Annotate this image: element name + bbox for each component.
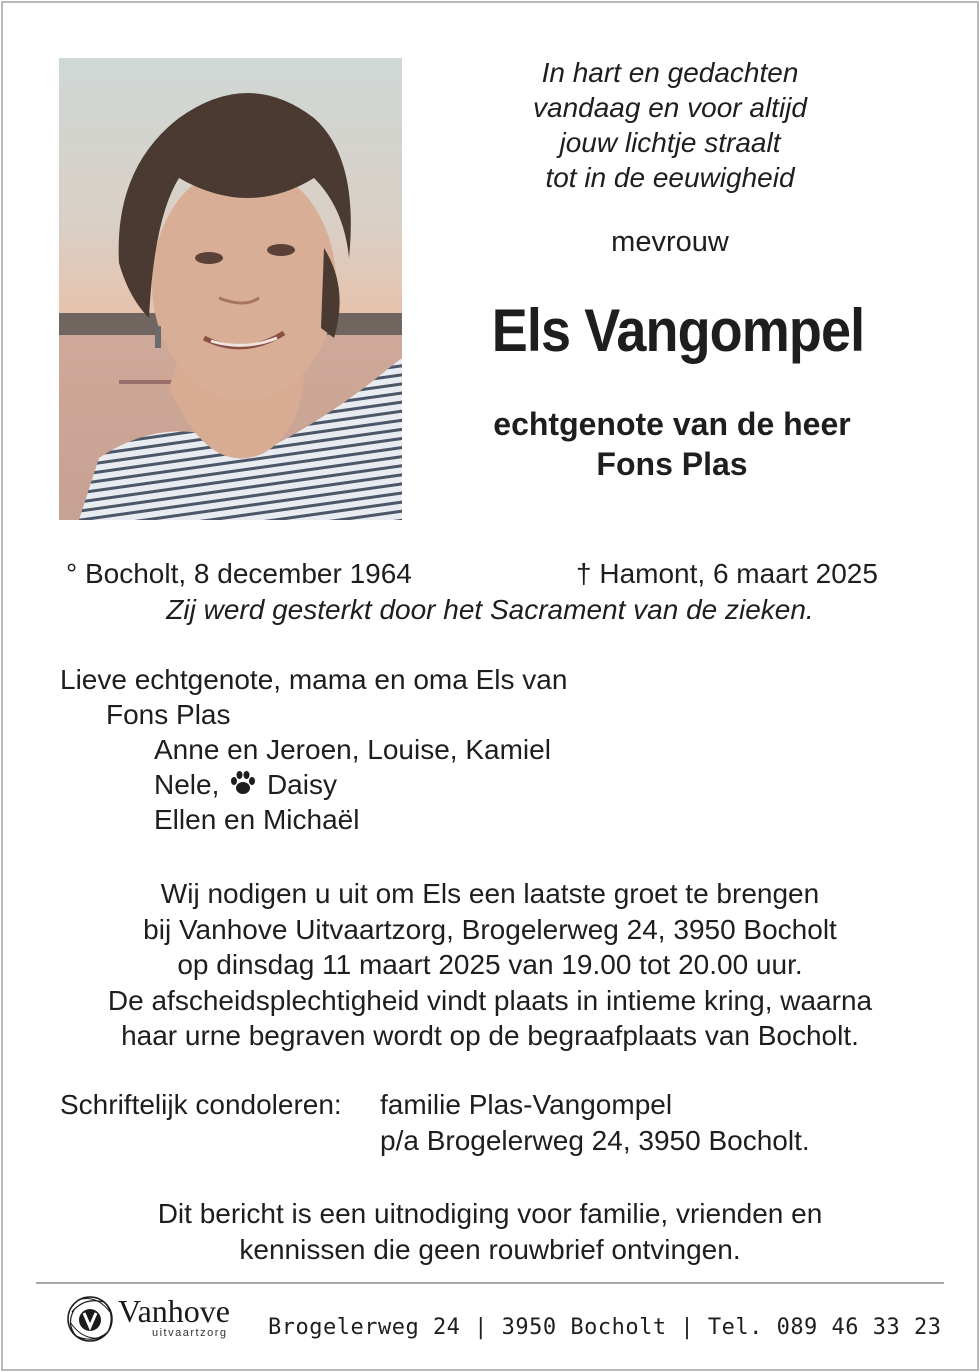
footer-contact: Brogelerweg 24 | 3950 Bocholt | Tel. 089 46 33 23 [268,1315,942,1340]
poem-line: vandaag en voor altijd [533,92,807,123]
notice-line: Dit bericht is een uitnodiging voor familie, vrienden en [157,1198,823,1229]
sacrament-note: Zij werd gesterkt door het Sacrament van de zieken. [166,594,814,625]
condolence-family: familie Plas-Vangompel [380,1089,673,1120]
family-child-2-name: Nele, [154,769,220,800]
family-intro: Lieve echtgenote, mama en oma Els van [60,664,568,695]
poem-line: jouw lichtje straalt [559,127,781,158]
memorial-poem [470,55,870,195]
birth-date: ° Bocholt, 8 december 1964 [66,558,412,589]
notice-line: kennissen die geen rouwbrief ontvingen. [239,1234,741,1265]
vanhove-logo [64,1292,264,1348]
family-child-1: Anne en Jeroen, Louise, Kamiel [154,734,551,765]
death-date: † Hamont, 6 maart 2025 [576,558,878,589]
invitation-notice [0,1196,980,1268]
family-husband: Fons Plas [106,699,231,730]
family-child-3: Ellen en Michaël [154,804,360,835]
poem-line: tot in de eeuwigheid [545,162,795,193]
family-pet-name: Daisy [266,769,337,800]
spouse-info [440,404,904,484]
invitation-line: Wij nodigen u uit om Els een laatste groet te brengen [160,878,820,909]
portrait-photo [59,58,402,520]
logo-emblem-icon [64,1292,118,1346]
spouse-line: echtgenote van de heer [493,406,851,442]
invitation-text [0,876,980,1054]
paw-icon [229,770,257,803]
invitation-line: bij Vanhove Uitvaartzorg, Brogelerweg 24, 3950 Bocholt [143,913,837,945]
spouse-name: Fons Plas [596,446,748,482]
logo-name: Vanhove [118,1293,230,1329]
logo-subtitle: uitvaartzorg [152,1327,228,1339]
salutation: mevrouw [611,226,729,258]
invitation-line: op dinsdag 11 maart 2025 van 19.00 tot 20.00 uur. [177,949,803,980]
invitation-line: haar urne begraven wordt op de begraafplaats van Bocholt. [121,1020,859,1051]
family-child-2 [154,769,337,803]
deceased-name: Els Vangompel [491,297,865,364]
condolence-label: Schriftelijk condoleren: [60,1089,342,1120]
footer-divider [36,1282,944,1284]
poem-line: In hart en gedachten [541,57,799,88]
condolence-address: p/a Brogelerweg 24, 3950 Bocholt. [380,1125,810,1156]
invitation-line: De afscheidsplechtigheid vindt plaats in intieme kring, waarna [107,984,873,1016]
